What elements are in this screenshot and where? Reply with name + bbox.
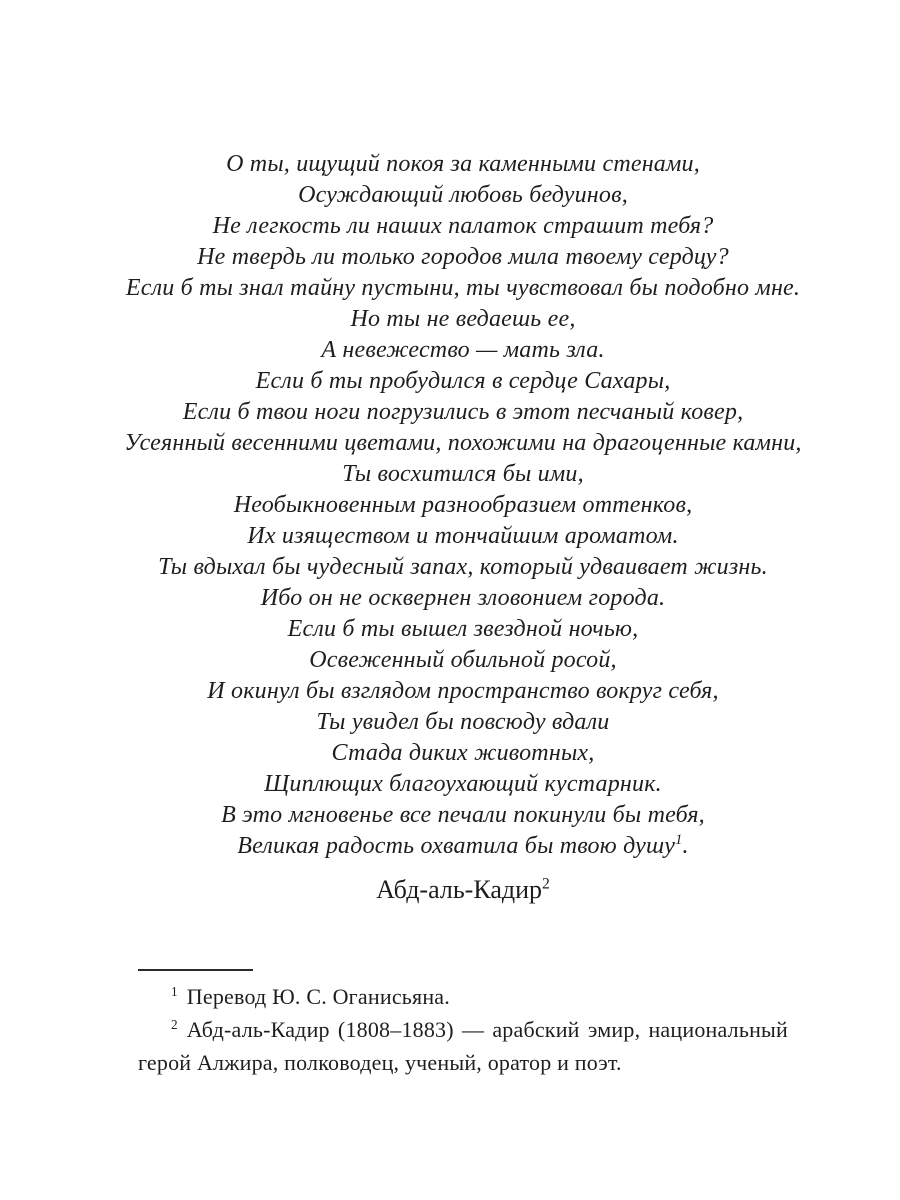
- footnote-1-text: Перевод Ю. С. Оганисьяна.: [186, 984, 450, 1009]
- poem-line: Стада диких животных,: [331, 740, 595, 766]
- footnote-reference-2: 2: [542, 875, 550, 893]
- poem-line: Усеянный весенними цветами, похожими на драгоценные камни,: [124, 430, 802, 456]
- poem-line: Если б ты вышел звездной ночью,: [287, 616, 639, 642]
- footnote-2-line-2: герой Алжира, полководец, ученый, оратор и поэт.: [138, 1050, 622, 1075]
- poem-line: И окинул бы взглядом пространство вокруг себя,: [207, 678, 719, 704]
- poem: [113, 149, 813, 862]
- footnote-separator-rule: [138, 969, 253, 971]
- poem-line: Необыкновенным разнообразием оттенков,: [233, 492, 693, 518]
- poem-line: Если б ты пробудился в сердце Сахары,: [255, 368, 671, 394]
- author-name: Абд-аль-Кадир: [376, 875, 543, 904]
- poem-line: В это мгновенье все печали покинули бы тебя,: [221, 802, 705, 828]
- author-attribution: [113, 875, 813, 905]
- poem-line: Не твердь ли только городов мила твоему сердцу?: [197, 244, 729, 270]
- poem-last-line: [113, 831, 813, 862]
- footnote-reference-1: 1: [675, 832, 683, 848]
- footnote-2-marker: 2: [171, 1016, 178, 1032]
- poem-line: Но ты не ведаешь ее,: [350, 306, 576, 332]
- poem-last-line-text: Великая радость охватила бы твою душу: [237, 833, 676, 859]
- poem-line: Осуждающий любовь бедуинов,: [298, 182, 628, 208]
- poem-line: Их изяществом и тончайшим ароматом.: [247, 523, 679, 549]
- footnotes-section: [138, 980, 788, 1079]
- footnote-2-text-line-1: Абд-аль-Кадир (1808–1883) — арабский эмир, национальный: [186, 1017, 788, 1042]
- poem-line: Если б ты знал тайну пустыни, ты чувствовал бы подобно мне.: [125, 275, 801, 301]
- poem-line: Щиплющих благоухающий кустарник.: [264, 771, 662, 797]
- footnote-2-line-1: [138, 1013, 788, 1046]
- poem-line: Не легкость ли наших палаток страшит тебя?: [212, 213, 714, 239]
- footnote-1-marker: 1: [171, 983, 178, 999]
- poem-line: Если б твои ноги погрузились в этот песчаный ковер,: [182, 399, 744, 425]
- poem-line: О ты, ищущий покоя за каменными стенами,: [226, 151, 700, 177]
- poem-last-line-period: .: [682, 833, 689, 859]
- poem-line: Ты восхитился бы ими,: [342, 461, 584, 487]
- poem-line: А невежество — мать зла.: [321, 337, 605, 363]
- footnote-1: [138, 980, 788, 1013]
- poem-line: Ты вдыхал бы чудесный запах, который удваивает жизнь.: [158, 554, 768, 580]
- poem-line: Ибо он не осквернен зловонием города.: [260, 585, 666, 611]
- poem-line: Освеженный обильной росой,: [309, 647, 617, 673]
- poem-line: Ты увидел бы повсюду вдали: [316, 709, 610, 735]
